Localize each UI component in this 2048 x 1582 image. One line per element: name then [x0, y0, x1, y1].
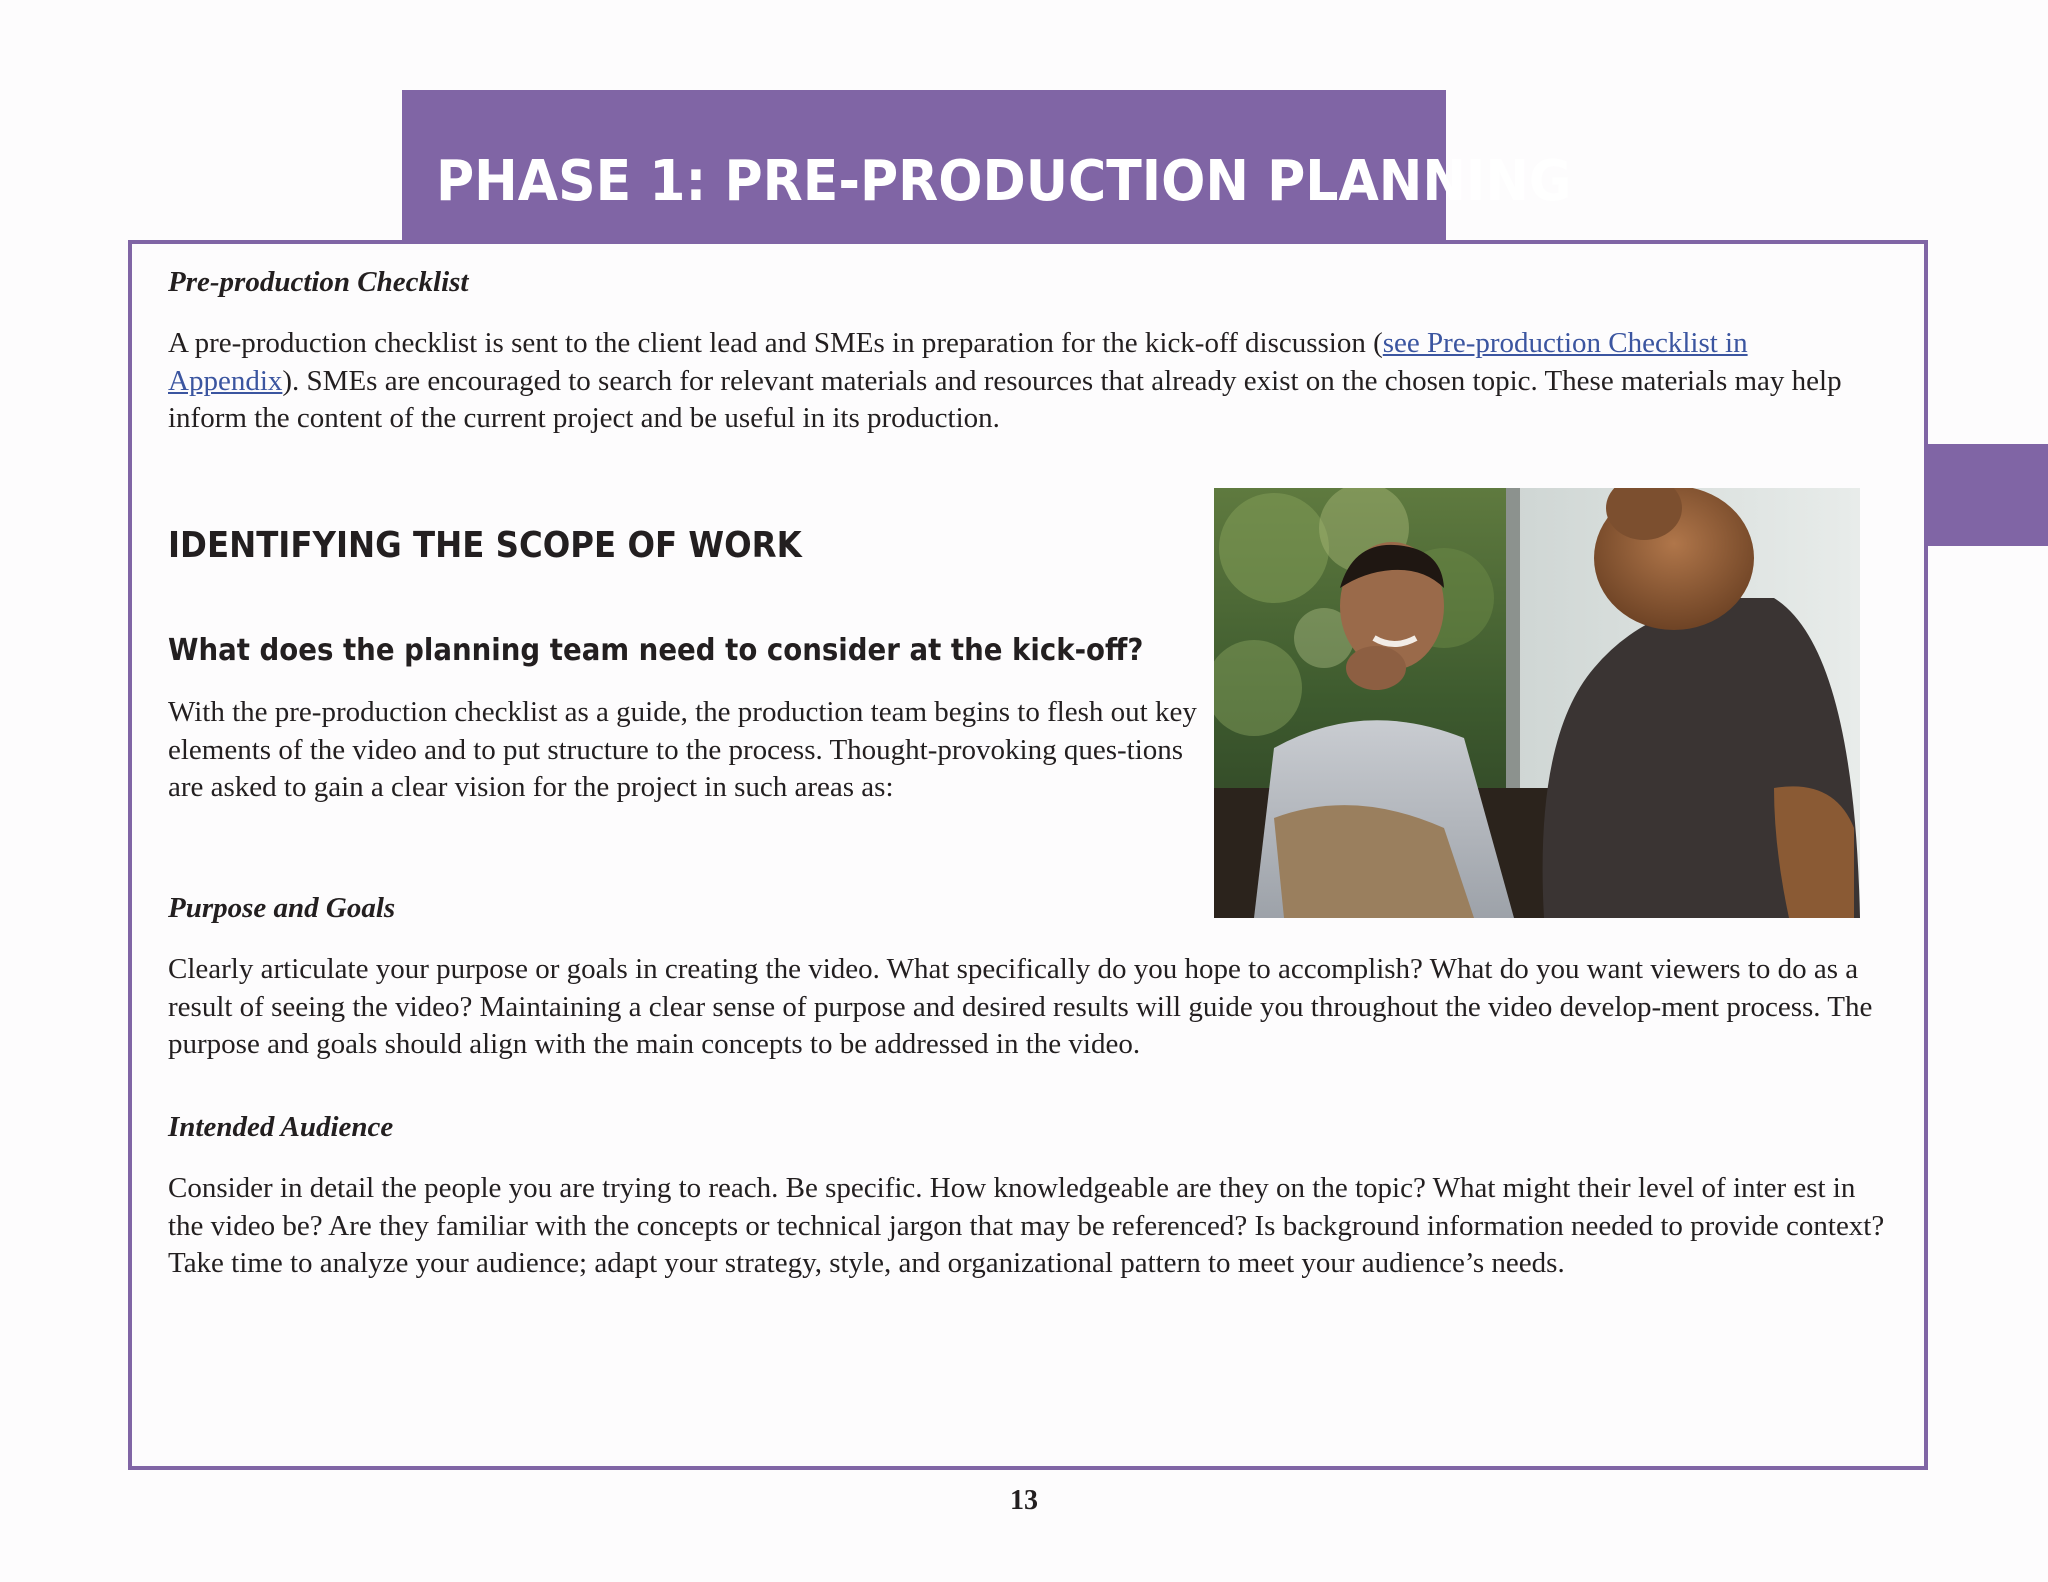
phase-banner: [402, 90, 1572, 242]
scope-text-line1: With the pre-production checklist as a guide, the production team begins to flesh out key: [168, 696, 1197, 728]
photo-two-people-talking: [1214, 488, 1860, 918]
page-title: PHASE 1: PRE-PRODUCTION PLANNING: [436, 149, 1572, 214]
checklist-text-after-link: ). SMEs are encouraged to search for relevant materials and resources that already exist on the chosen topic. These materials may help inform the content of the current project and be useful in its production.: [168, 364, 1842, 434]
audience-heading: Intended Audience: [168, 1111, 394, 1143]
checklist-text-before-link: A pre-production checklist is sent to the client lead and SMEs in preparation for the kick-off discussion (: [168, 327, 1383, 359]
purpose-paragraph: Clearly articulate your purpose or goals in creating the video. What specifically do you hope to accomplish? What do you want viewers to do as a result of seeing the video? Maintaining a clear sense of purpose and desired results will guide you throughout the video develop-ment process. The purpose and goals should align with the main concepts to be addressed in the video.: [168, 953, 1873, 1060]
audience-paragraph: Consider in detail the people you are trying to reach. Be specific. How knowledgeable are they on the topic? What might their level of inter est in the video be? Are they familiar with the concepts or technical jargon that may be referenced? Is background information needed to provide context? Take time to analyze your audience; adapt your strategy, style, and organizational pattern to meet your audience’s needs.: [168, 1172, 1885, 1279]
checklist-paragraph: [168, 325, 1888, 438]
side-tab: [1926, 444, 2048, 546]
checklist-heading: Pre-production Checklist: [168, 266, 469, 298]
purpose-heading: Purpose and Goals: [168, 892, 396, 924]
section-heading-scope: IDENTIFYING THE SCOPE OF WORK: [168, 525, 802, 566]
scope-paragraph: [168, 694, 1198, 807]
scope-text-line2: elements of the video and to put structure to the process. Thought-provoking ques-tions are asked to gain a clear vision for the project in such areas as:: [168, 733, 1184, 803]
link-text-line2: Appendix: [168, 364, 283, 397]
kickoff-question-heading: What does the planning team need to consider at the kick-off?: [168, 633, 1144, 668]
link-text-line1: see Pre-production Checklist in: [1382, 327, 1748, 359]
photo-illustration: [1214, 488, 1860, 918]
page-number: 13: [1010, 1485, 1038, 1516]
